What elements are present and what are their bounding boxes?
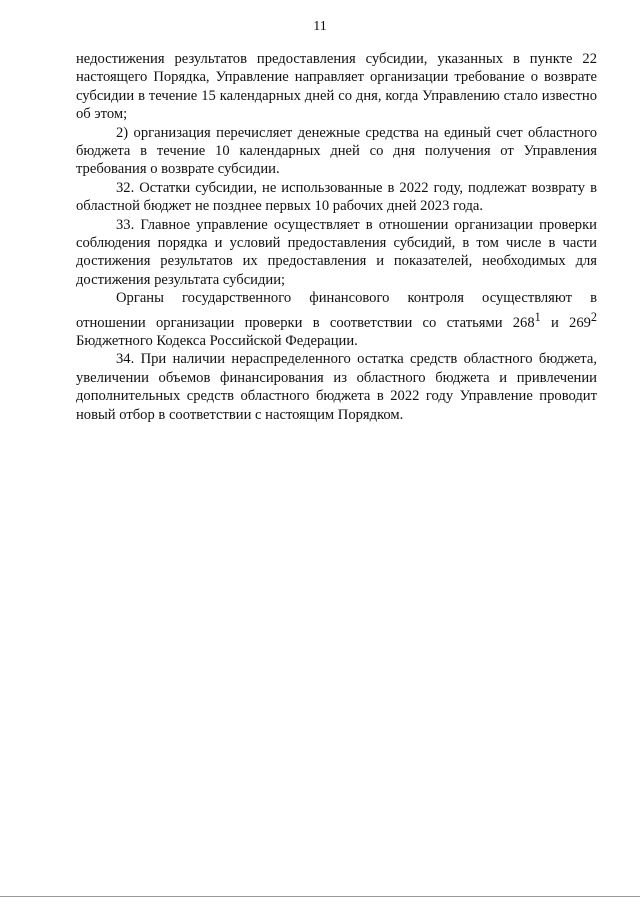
page-number: 11 [313,19,327,34]
document-body [76,50,597,424]
financial-control-text-start: Органы государственного финансового контроля осуществляют в отношении организации проверки в соответствии со статьями [76,290,597,331]
paragraph-clause-32: 32. Остатки субсидии, не использованные в 2022 году, подлежат возврату в областной бюджет не позднее первых 10 рабочих дней 2023 года. [76,179,597,215]
paragraph-clause-34: 34. При наличии нераспределенного остатка средств областного бюджета, увеличении объемов финансирования из областного бюджета и привлечении дополнительных средств областного бюджета в 2022 году Управление проводит новый отбор в соответствии с настоящим Порядком. [76,351,597,423]
paragraph-clause-33: 33. Главное управление осуществляет в отношении организации проверки соблюдения порядка и условий предоставления субсидий, в том числе в части достижения результатов их предоставления и показателей, необходимых для достижения результата субсидии; [76,216,597,288]
financial-control-text-end: Бюджетного Кодекса Российской Федерации. [76,332,358,349]
paragraph-continuation: недостижения результатов предоставления субсидии, указанных в пункте 22 настоящего Порядка, Управление направляет организации требование о возврате субсидии в течение 15 календарных дней со дня, когда Управлению стало известно об этом; [76,51,597,123]
bottom-scan-line [0,896,640,897]
conjunction-and: и [540,314,570,331]
paragraph-item-2: 2) организация перечисляет денежные средства на единый счет областного бюджета в течение 10 календарных дней со дня получения от Управления требования о возврате субсидии. [76,124,597,178]
paragraph-financial-control [76,289,597,350]
article-269-superscript: 2 [590,309,597,324]
article-268-superscript: 1 [534,309,541,324]
article-268: 268 [512,314,535,331]
article-269: 269 [569,314,591,331]
